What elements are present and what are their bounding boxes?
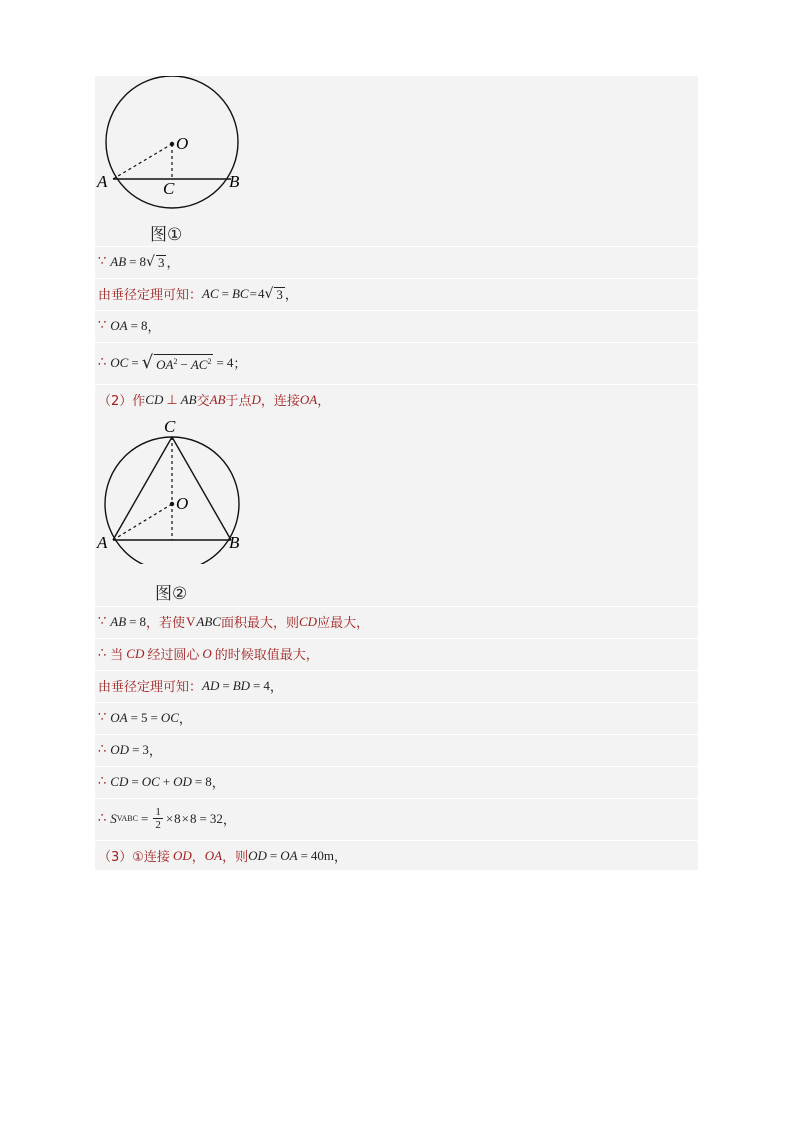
num: 40m <box>310 847 335 863</box>
line-9 <box>95 702 698 732</box>
center-point <box>170 142 174 146</box>
circle-diagram-1 <box>95 76 255 226</box>
op: = <box>300 847 308 863</box>
text: ，若使 <box>146 616 186 631</box>
line-5 <box>95 384 698 414</box>
num: 32 <box>209 810 223 826</box>
label-a: A <box>97 533 108 552</box>
op: = <box>129 613 137 629</box>
var: AB <box>110 253 127 269</box>
var: OD <box>172 847 192 863</box>
line-13 <box>95 840 698 870</box>
line-4 <box>95 342 698 382</box>
var: OA <box>204 847 223 863</box>
because-symbol: ∵ <box>98 710 107 725</box>
op: × <box>181 810 190 826</box>
var: OD <box>110 741 130 757</box>
var: OD <box>248 847 267 863</box>
circle-diagram-2 <box>95 414 255 564</box>
solution-panel <box>95 76 698 870</box>
num: 4 <box>257 285 265 301</box>
side-bc <box>172 437 231 540</box>
var: OC <box>110 354 129 370</box>
therefore-symbol: ∴ <box>98 811 107 826</box>
punc: ， <box>269 680 283 695</box>
var: AD <box>202 677 220 693</box>
exp: 2 <box>173 357 178 366</box>
var: OA <box>110 317 128 333</box>
radical-sign: √ <box>141 352 154 373</box>
line-1 <box>95 246 698 276</box>
op: = <box>249 285 257 301</box>
text: ，连接 <box>260 394 300 409</box>
op: = <box>131 354 139 370</box>
punc: ； <box>233 357 247 372</box>
line-10 <box>95 734 698 764</box>
exp: 2 <box>207 357 212 366</box>
line-8 <box>95 670 698 700</box>
var: D <box>251 391 261 407</box>
text: 面积最大，则 <box>220 616 299 631</box>
label-c: C <box>164 417 176 436</box>
label-o: O <box>176 134 189 153</box>
var: OC <box>160 709 179 725</box>
var: AC <box>190 357 208 372</box>
line-7 <box>95 638 698 668</box>
figure-1-caption: 图① <box>150 225 183 245</box>
var: BC <box>231 285 249 301</box>
var: OA <box>156 357 174 372</box>
op: = <box>132 741 140 757</box>
op: = <box>131 773 139 789</box>
subscript: VABC <box>116 814 138 823</box>
num: 8 <box>174 810 181 826</box>
therefore-symbol: ∴ <box>98 774 107 789</box>
text: 由垂径定理可知： <box>98 288 203 303</box>
var: S <box>110 810 117 826</box>
op: ⊥ <box>166 391 178 407</box>
var: AC <box>202 285 219 301</box>
op: = <box>150 709 158 725</box>
punc: ， <box>334 850 348 865</box>
var: AB <box>180 391 197 407</box>
punc: ， <box>317 394 331 409</box>
op: = <box>253 677 261 693</box>
punc: ， <box>148 744 162 759</box>
var: CD <box>299 613 318 629</box>
therefore-symbol: ∴ <box>98 742 107 757</box>
radicand <box>154 354 213 371</box>
op: = <box>130 317 138 333</box>
because-symbol: ∵ <box>98 254 107 269</box>
op: = <box>140 810 149 826</box>
radicand: 3 <box>157 254 165 270</box>
punc: ， <box>178 712 192 727</box>
text: 于点 <box>225 394 252 409</box>
line-2 <box>95 278 698 308</box>
numerator: 1 <box>155 806 161 818</box>
var: BD <box>232 677 251 693</box>
line-3 <box>95 310 698 340</box>
fraction <box>153 806 163 831</box>
num: 8 <box>139 253 147 269</box>
var: CD <box>110 773 129 789</box>
var: OA <box>299 391 318 407</box>
figure-2 <box>95 414 255 564</box>
because-symbol: ∵ <box>98 318 107 333</box>
op: = <box>216 354 224 370</box>
op: + <box>162 773 171 789</box>
var: O <box>202 645 212 661</box>
var: OA <box>280 847 298 863</box>
num: 5 <box>140 709 148 725</box>
var: AB <box>209 391 226 407</box>
text: 经过圆心 <box>147 648 200 663</box>
because-symbol: ∵ <box>98 614 107 629</box>
radical-sign: √ <box>146 253 155 270</box>
center-point <box>170 502 174 506</box>
var: OA <box>110 709 128 725</box>
num: 8 <box>139 613 147 629</box>
var: AB <box>110 613 127 629</box>
label-c: C <box>163 179 175 198</box>
punc: ， <box>147 320 161 335</box>
op: − <box>180 357 188 372</box>
label-b: B <box>229 172 240 191</box>
figure-1 <box>95 76 255 226</box>
var: CD <box>126 645 145 661</box>
therefore-symbol: ∴ <box>98 646 107 661</box>
op: = <box>222 677 230 693</box>
radicand: 3 <box>276 286 283 302</box>
punc: ， <box>284 288 298 303</box>
radical-sign: √ <box>264 285 274 302</box>
var: CD <box>145 391 164 407</box>
label-b: B <box>229 533 240 552</box>
num: 4 <box>263 677 270 693</box>
op: = <box>130 709 138 725</box>
punc: ， <box>166 256 180 271</box>
num: 8 <box>140 317 148 333</box>
therefore-symbol: ∴ <box>98 355 107 370</box>
num: 4 <box>226 354 234 370</box>
text: （2）作 <box>98 394 146 409</box>
var: OC <box>141 773 160 789</box>
text: ，则 <box>222 850 249 865</box>
punc: ， <box>191 850 205 865</box>
triangle-symbol: V <box>186 613 196 629</box>
text: （3）①连接 <box>98 850 170 865</box>
num: 8 <box>190 810 197 826</box>
line-11 <box>95 766 698 796</box>
label-a: A <box>97 172 108 191</box>
op: = <box>221 285 229 301</box>
figure-2-caption: 图② <box>155 584 188 604</box>
side-ac <box>113 437 172 540</box>
num: 8 <box>205 773 212 789</box>
op: = <box>199 810 207 826</box>
var: ABC <box>196 613 221 629</box>
text: 当 <box>110 648 124 663</box>
denominator: 2 <box>155 819 161 831</box>
op: = <box>129 253 137 269</box>
segment-oa <box>113 144 172 179</box>
op: × <box>165 810 174 826</box>
label-o: O <box>176 494 189 513</box>
num: 3 <box>142 741 149 757</box>
segment-oa <box>113 504 172 540</box>
text: 应最大， <box>317 616 370 631</box>
text: 的时候取值最大， <box>214 648 319 663</box>
line-12 <box>95 798 698 838</box>
var: OD <box>173 773 192 789</box>
punc: ， <box>211 776 225 791</box>
line-6 <box>95 606 698 636</box>
op: = <box>194 773 203 789</box>
text: 由垂径定理可知： <box>98 680 203 695</box>
op: = <box>269 847 278 863</box>
text: 交 <box>196 394 210 409</box>
punc: ， <box>222 813 236 828</box>
